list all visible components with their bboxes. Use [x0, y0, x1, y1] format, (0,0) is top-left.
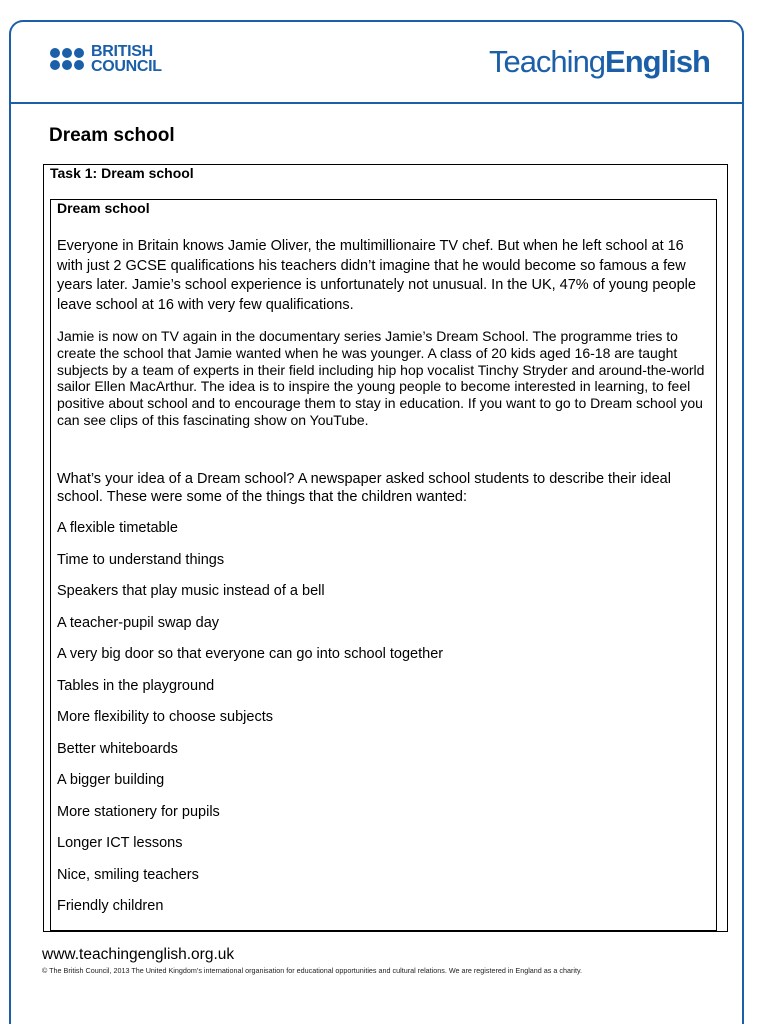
list-item: More flexibility to choose subjects: [57, 709, 273, 725]
page-title: Dream school: [49, 125, 175, 146]
footer-url-link[interactable]: www.teachingenglish.org.uk: [42, 946, 235, 963]
task-title: Task 1: Dream school: [50, 165, 194, 181]
british-council-dots-icon: [50, 48, 84, 70]
british-council-logo: [50, 44, 162, 74]
header-divider: [10, 102, 743, 104]
list-item: A very big door so that everyone can go into school together: [57, 646, 444, 662]
footer-copyright: © The British Council, 2013 The United Kingdom’s international organisation for educational opportunities and cultural relations. We are registered in England as a charity.: [42, 966, 583, 975]
list-item: Longer ICT lessons: [57, 835, 183, 851]
list-item: Better whiteboards: [57, 740, 178, 757]
paragraph-1: Everyone in Britain knows Jamie Oliver, the multimillionaire TV chef. But when he left school at 16 with just 2 GCSE qualifications his teachers didn’t imagine that he would become so famous a few years later. Jamie’s school experience is unfortunately not unusual. In the UK, 47% of young people leave school at 16 with very few qualifications.: [57, 238, 696, 313]
list-item: Tables in the playground: [57, 677, 215, 694]
paragraph-3: What’s your idea of a Dream school? A newspaper asked school students to describe their ideal school. These were some of the things that the children wanted:: [57, 471, 671, 505]
wants-list: [57, 519, 443, 929]
list-item: Time to understand things: [57, 551, 225, 568]
list-item: Speakers that play music instead of a bell: [57, 583, 325, 599]
list-item: A teacher-pupil swap day: [57, 614, 220, 631]
te-logo-regular: Teaching: [488, 44, 606, 79]
paragraph-2: Jamie is now on TV again in the documentary series Jamie’s Dream School. The programme tries to create the school that Jamie wanted when he was younger. A class of 20 kids aged 16-18 are taught subjects by a team of experts in their field including hip hop vocalist Tinchy Stryder and around-the-world sailor Ellen MacArthur. The idea is to inspire the young people to become interested in learning, to feel positive about school and to encourage them to stay in education. If you want to go to Dream school you can see clips of this fascinating show on YouTube.: [57, 328, 705, 428]
list-item: More stationery for pupils: [57, 803, 220, 820]
list-item: A flexible timetable: [57, 520, 178, 536]
teaching-english-logo: [489, 44, 710, 80]
te-logo-bold: English: [605, 44, 710, 79]
reading-text-title: Dream school: [57, 200, 150, 216]
bc-logo-line1: BRITISH: [91, 43, 153, 60]
bc-logo-line2: COUNCIL: [91, 58, 162, 75]
list-item: A bigger building: [57, 772, 165, 788]
list-item: Friendly children: [57, 898, 164, 914]
list-item: Nice, smiling teachers: [57, 866, 199, 883]
